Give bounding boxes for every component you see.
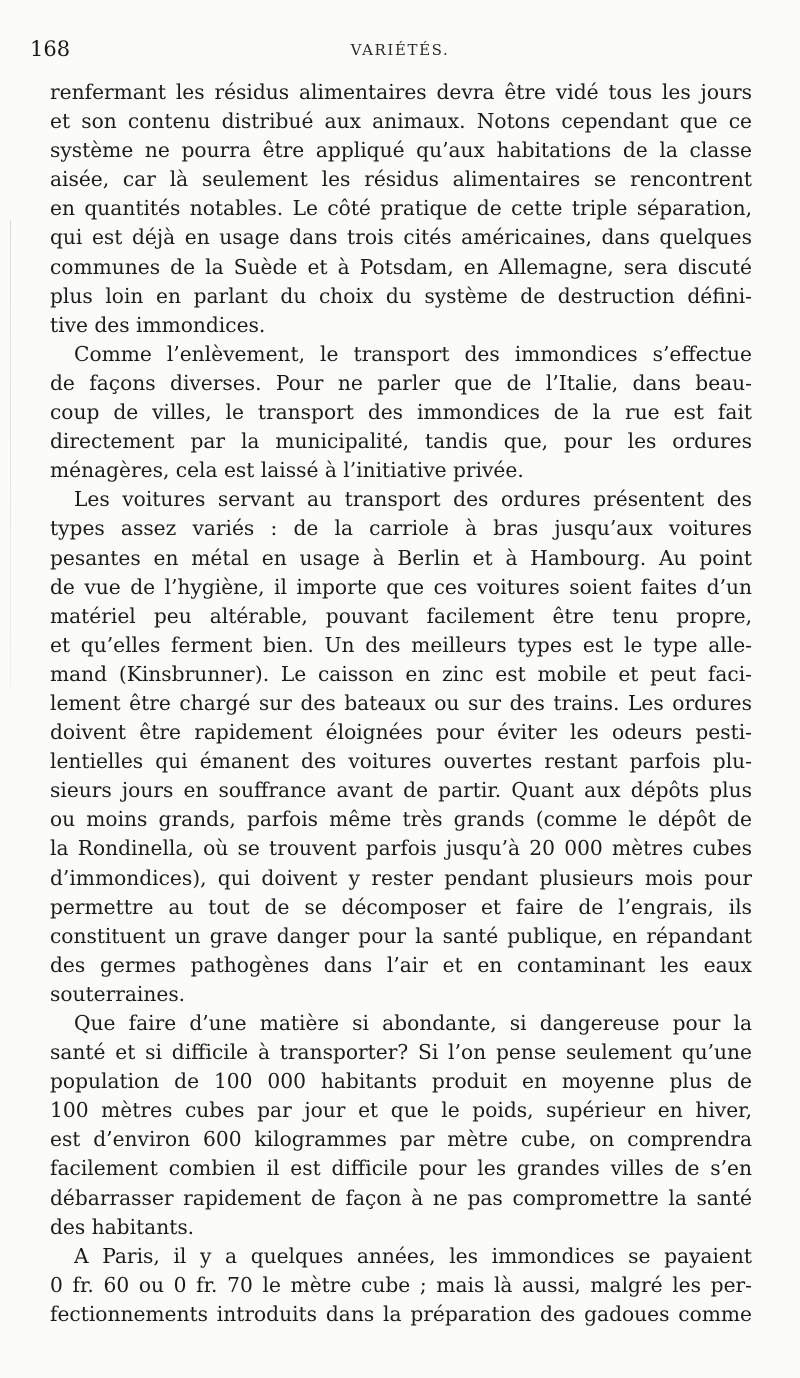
text-line: plus loin en parlant du choix du système de destruction défini- xyxy=(50,283,752,308)
text-line: débarrasser rapidement de façon à ne pas compromettre la santé xyxy=(50,1185,752,1210)
text-line: souterraines. xyxy=(50,981,186,1006)
text-line: population de 100 000 habitants produit en moyenne plus de xyxy=(50,1069,752,1094)
text-line: lement être chargé sur des bateaux ou sur des trains. Les ordures xyxy=(50,690,752,715)
text-line: constituent un grave danger pour la santé publique, en répandant xyxy=(50,923,752,948)
text-line: tive des immondices. xyxy=(50,312,266,337)
text-line: et qu’elles ferment bien. Un des meilleurs types est le type alle- xyxy=(50,632,752,657)
text-line: 100 mètres cubes par jour et que le poids, supérieur en hiver, xyxy=(50,1098,752,1123)
text-line: est d’environ 600 kilogrammes par mètre cube, on comprendra xyxy=(50,1127,752,1152)
text-line: aisée, car là seulement les résidus alimentaires se rencontrent xyxy=(50,167,752,192)
text-line: système ne pourra être appliqué qu’aux habitations de la classe xyxy=(50,138,752,163)
text-line: de vue de l’hygiène, il importe que ces voitures soient faites d’un xyxy=(50,574,752,599)
body-text xyxy=(50,78,752,1329)
page-header xyxy=(30,34,770,64)
text-line: mand (Kinsbrunner). Le caisson en zinc est mobile et peut faci- xyxy=(50,661,752,686)
text-line: ou moins grands, parfois même très grands (comme le dépôt de xyxy=(50,807,752,832)
text-line: 0 fr. 60 ou 0 fr. 70 le mètre cube ; mais là aussi, malgré les per- xyxy=(50,1272,752,1297)
text-line: lentielles qui émanent des voitures ouvertes restant parfois plu- xyxy=(50,749,752,774)
running-head: VARIÉTÉS. xyxy=(350,41,450,59)
text-line: Les voitures servant au transport des ordures présentent des xyxy=(74,487,752,512)
text-line: Comme l’enlèvement, le transport des immondices s’effectue xyxy=(74,341,752,366)
text-line: facilement combien il est difficile pour les grandes villes de s’en xyxy=(50,1156,752,1181)
text-line: et son contenu distribué aux animaux. Notons cependant que ce xyxy=(50,109,752,134)
text-line: pesantes en métal en usage à Berlin et à Hambourg. Au point xyxy=(50,545,752,570)
text-line: communes de la Suède et à Potsdam, en Allemagne, sera discuté xyxy=(50,254,752,279)
text-line: types assez variés : de la carriole à bras jusqu’aux voitures xyxy=(50,516,752,541)
text-line: doivent être rapidement éloignées pour éviter les odeurs pesti- xyxy=(50,720,752,745)
margin-shadow xyxy=(10,220,11,690)
page-number: 168 xyxy=(30,37,71,61)
text-line: A Paris, il y a quelques années, les immondices se payaient xyxy=(74,1243,752,1268)
text-line: des germes pathogènes dans l’air et en contaminant les eaux xyxy=(50,952,752,977)
text-line: qui est déjà en usage dans trois cités américaines, dans quelques xyxy=(50,225,752,250)
text-line: sieurs jours en souffrance avant de partir. Quant aux dépôts plus xyxy=(50,778,752,803)
text-line: coup de villes, le transport des immondices de la rue est fait xyxy=(50,400,752,425)
text-line: des habitants. xyxy=(50,1214,195,1239)
text-line: d’immondices), qui doivent y rester pendant plusieurs mois pour xyxy=(50,865,752,890)
text-line: Que faire d’une matière si abondante, si dangereuse pour la xyxy=(74,1011,752,1035)
text-line: santé et si difficile à transporter? Si l’on pense seulement qu’une xyxy=(50,1040,752,1065)
text-line: en quantités notables. Le côté pratique de cette triple séparation, xyxy=(50,196,752,221)
text-line: la Rondinella, où se trouvent parfois jusqu’à 20 000 mètres cubes xyxy=(50,836,752,861)
text-line: directement par la municipalité, tandis que, pour les ordures xyxy=(50,429,752,454)
text-line: ménagères, cela est laissé à l’initiative privée. xyxy=(50,458,524,483)
text-line: matériel peu altérable, pouvant facilement être tenu propre, xyxy=(50,603,752,628)
text-line: permettre au tout de se décomposer et faire de l’engrais, ils xyxy=(50,894,752,919)
text-line: renfermant les résidus alimentaires devra être vidé tous les jours xyxy=(50,80,752,104)
text-line: de façons diverses. Pour ne parler que de l’Italie, dans beau- xyxy=(50,370,752,395)
text-line: fectionnements introduits dans la préparation des gadoues comme xyxy=(50,1301,752,1326)
